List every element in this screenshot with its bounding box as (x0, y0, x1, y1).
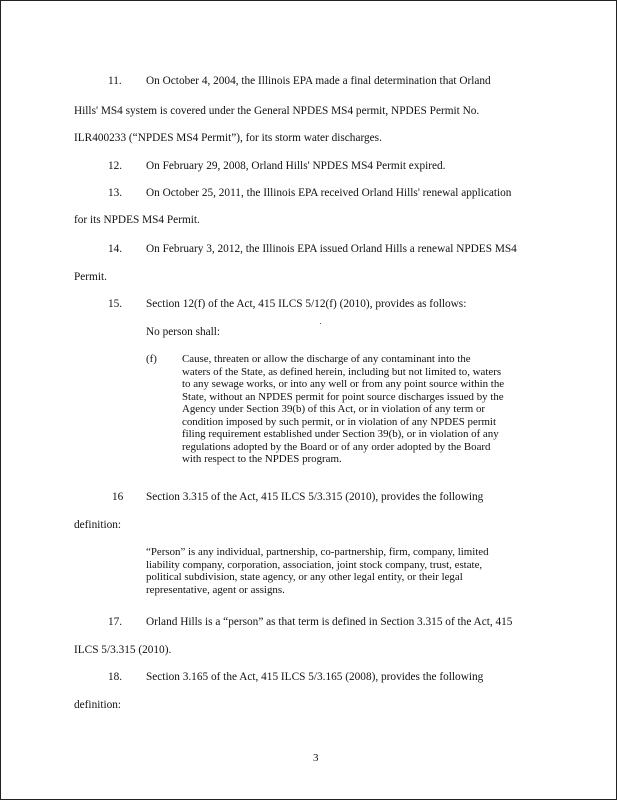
paragraph-text-line: for its NPDES MS4 Permit. (74, 214, 200, 226)
clause-text-line: waters of the State, as defined herein, including but not limited to, waters (182, 365, 502, 378)
paragraph-text-line: ILCS 5/3.315 (2010). (74, 644, 172, 656)
clause-text-line: filing requirement established under Section 39(b), or in violation of any (182, 428, 499, 440)
clause-text-line: condition imposed by such permit, or in violation of any NPDES permit (182, 415, 496, 428)
paragraph-number: 15. (108, 298, 123, 310)
paragraph-text-line: Hills' MS4 system is covered under the General NPDES MS4 permit, NPDES Permit No. (74, 105, 480, 117)
no-person-shall: No person shall: (146, 326, 221, 338)
clause-label: (f) (146, 353, 157, 365)
paragraph-number: 17. (108, 616, 123, 628)
paragraph-number: 18. (108, 671, 123, 683)
paragraph-number: 16 (112, 491, 124, 503)
page-number: 3 (313, 752, 319, 764)
paragraph-text-line: Section 12(f) of the Act, 415 ILCS 5/12(f) (2010), provides as follows: (146, 298, 467, 310)
clause-text-line: regulations adopted by the Board or of any order adopted by the Board (182, 440, 491, 453)
paragraph-number: 14. (108, 243, 123, 255)
paragraph-text-line: On February 29, 2008, Orland Hills' NPDES MS4 Permit expired. (146, 160, 446, 172)
paragraph-text-line: Orland Hills is a “person” as that term is defined in Section 3.315 of the Act, 415 (146, 616, 513, 628)
paragraph-text-line: On February 3, 2012, the Illinois EPA issued Orland Hills a renewal NPDES MS4 (146, 243, 517, 255)
paragraph-number: 13. (108, 187, 123, 199)
clause-text-line: with respect to the NPDES program. (182, 453, 342, 465)
paragraph-number: 12. (108, 160, 123, 172)
quote-text-line: liability company, corporation, association, joint stock company, trust, estate, (146, 558, 483, 571)
paragraph-text-line: Permit. (74, 271, 107, 283)
paragraph-text-line: On October 4, 2004, the Illinois EPA made a final determination that Orland (146, 75, 491, 87)
clause-text-line: to any sewage works, or into any well or from any point source within the (182, 378, 505, 390)
quote-text-line: representative, agent or assigns. (146, 583, 285, 596)
paragraph-text-line: Section 3.315 of the Act, 415 ILCS 5/3.315 (2010), provides the following (146, 491, 484, 503)
paragraph-text-line: definition: (74, 519, 122, 531)
quote-text-line: “Person” is any individual, partnership, co-partnership, firm, company, limited (146, 546, 489, 558)
clause-text-line: State, without an NPDES permit for point source discharges issued by the (182, 390, 504, 403)
paragraph-text-line: definition: (74, 699, 122, 711)
paragraph-number: 11. (108, 75, 122, 87)
paragraph-text-line: On October 25, 2011, the Illinois EPA received Orland Hills' renewal application (146, 187, 512, 199)
quote-text-line: political subdivision, state agency, or any other legal entity, or their legal (146, 571, 463, 583)
scan-speck (320, 323, 321, 324)
clause-text-line: Cause, threaten or allow the discharge of any contaminant into the (182, 353, 471, 365)
paragraph-text-line: Section 3.165 of the Act, 415 ILCS 5/3.165 (2008), provides the following (146, 671, 484, 683)
clause-text-line: Agency under Section 39(b) of this Act, or in violation of any term or (182, 403, 486, 415)
paragraph-text-line: ILR400233 (“NPDES MS4 Permit”), for its storm water discharges. (74, 132, 382, 144)
